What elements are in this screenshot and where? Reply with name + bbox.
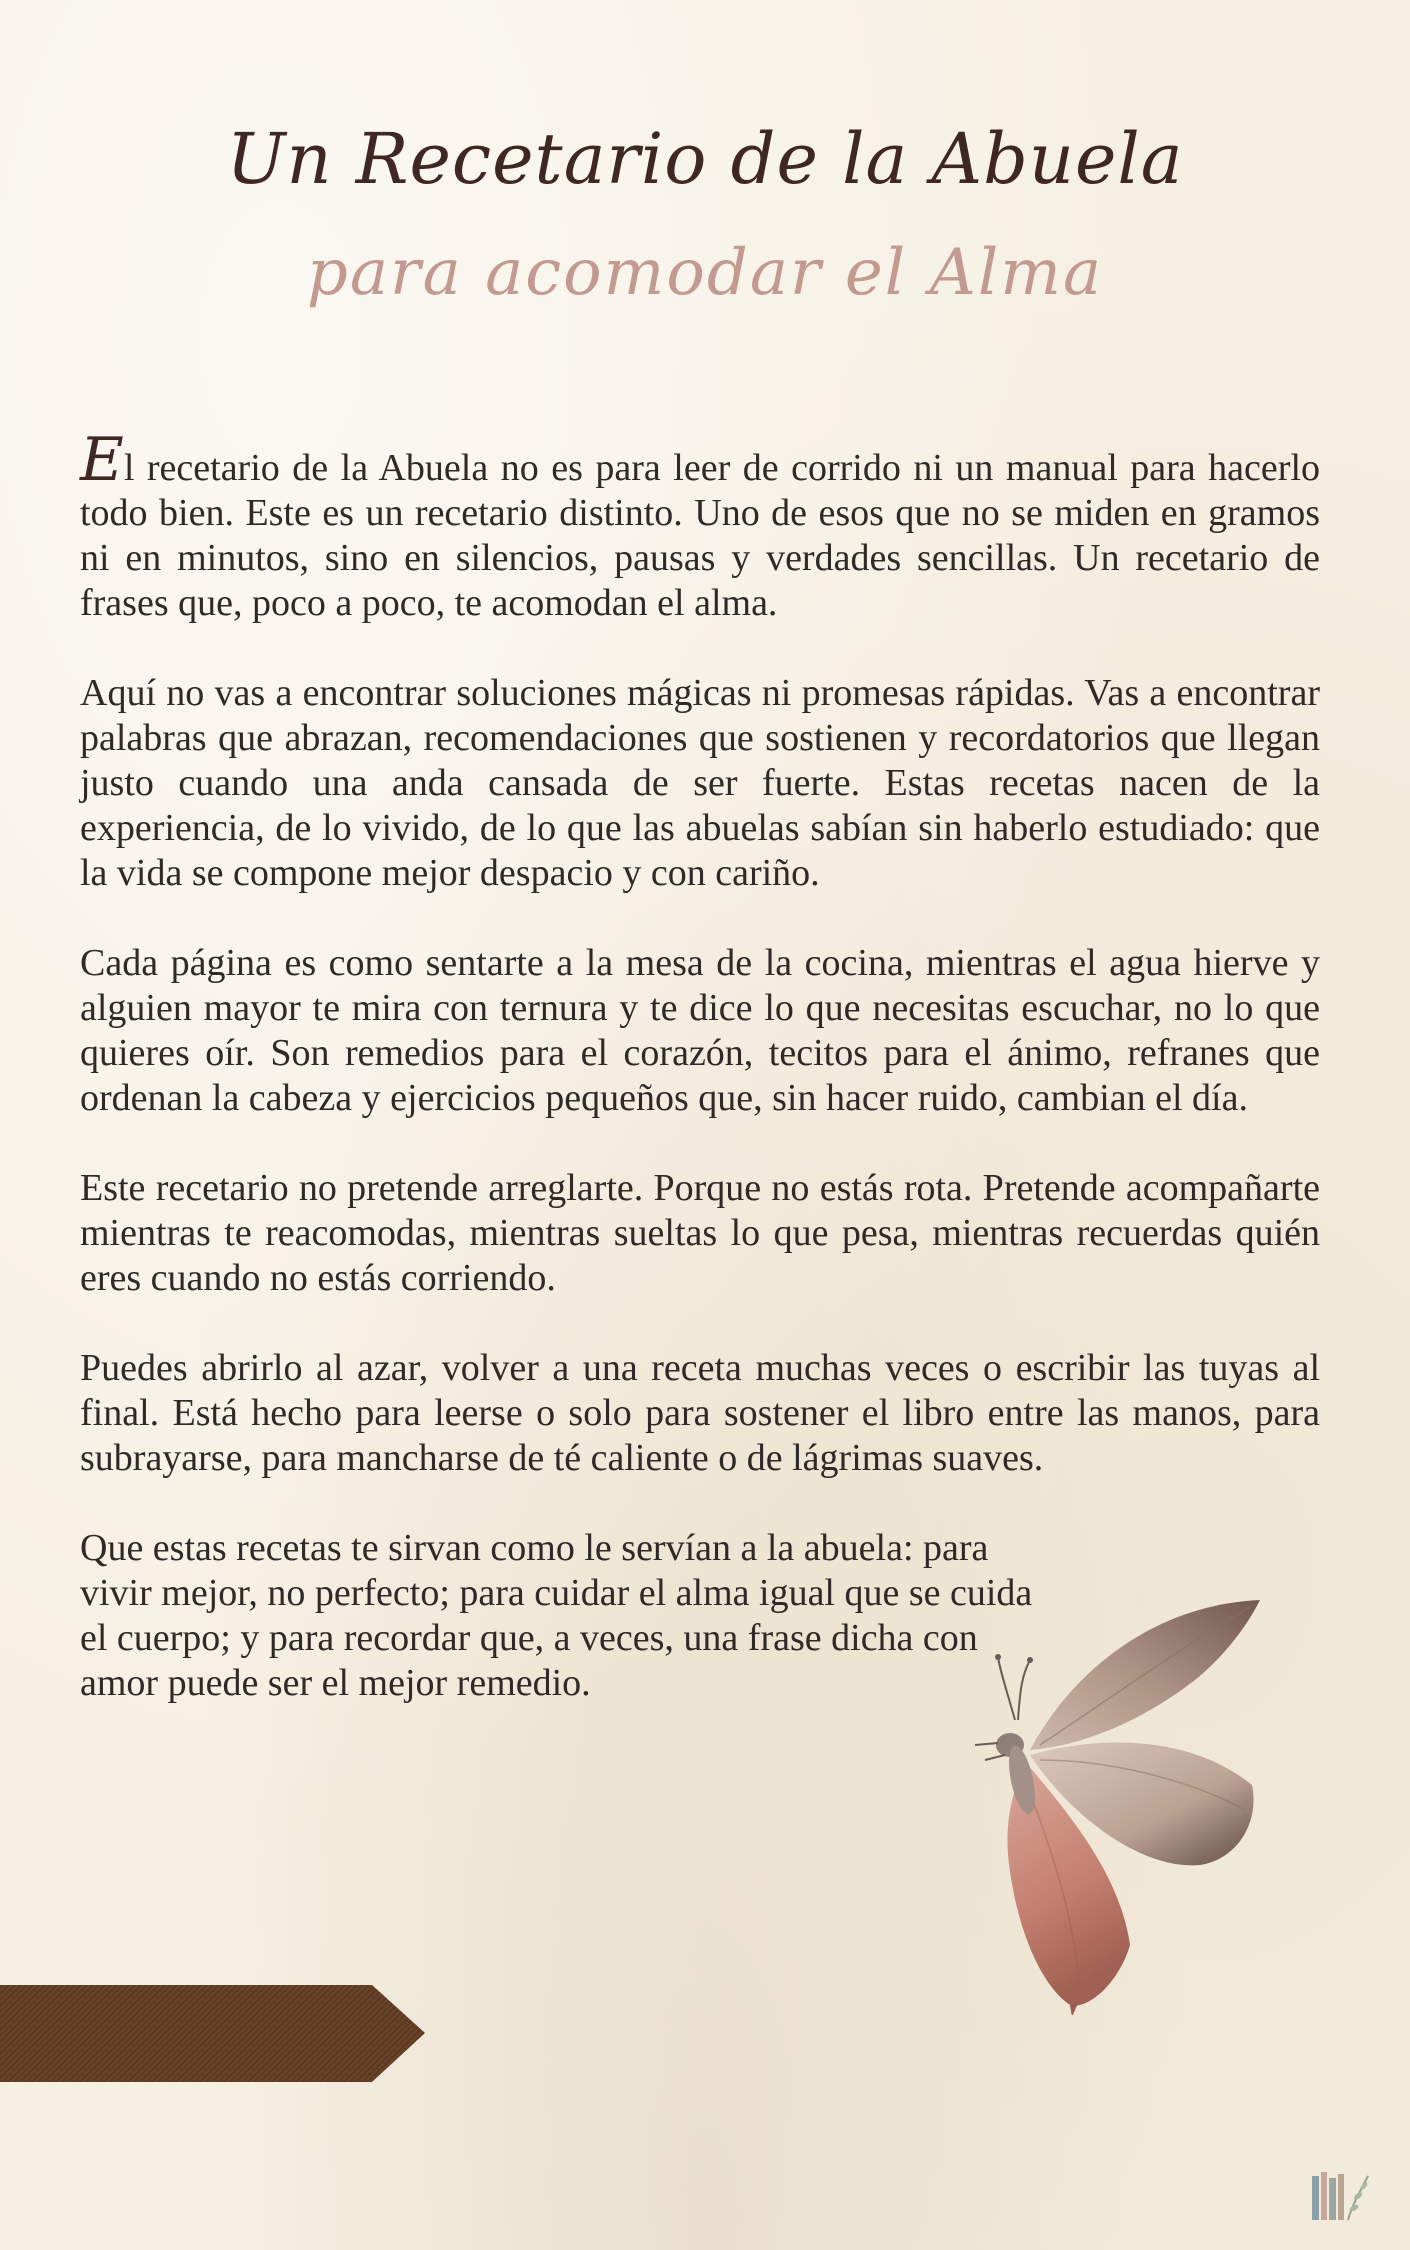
butterfly-illustration-icon — [960, 1585, 1270, 2015]
paragraph-1-text: l recetario de la Abuela no es para leer de corrido ni un manual para hacerlo todo bien. Este es un recetario distinto. Uno de esos que no se miden en gramos ni en minutos, sino en silencios, pausas y verdades sencillas. Un recetario de frases que, poco a poco, te acomodan el alma. — [80, 447, 1320, 624]
paragraph-6: Que estas recetas te sirvan como le servían a la abuela: para vivir mejor, no perfecto; para cuidar el alma igual que se cuida el cuerpo; y para recordar que, a veces, una frase dicha con amor puede ser el mejor remedio. — [80, 1527, 1033, 1704]
drop-cap: E — [80, 425, 124, 495]
paragraph-2: Aquí no vas a encontrar soluciones mágicas ni promesas rápidas. Vas a encontrar palabras que abrazan, recomendaciones que sostienen y recordatorios que llegan justo cuando una anda cansada de ser fuerte. Estas recetas nacen de la experiencia, de lo vivido, de lo que las abuelas sabían sin haberlo estudiado: que la vida se compone mejor despacio y con cariño. — [80, 672, 1320, 894]
paragraph-5: Puedes abrirlo al azar, volver a una receta muchas veces o escribir las tuyas al final. Está hecho para leerse o solo para sostener el libro entre las manos, para subrayarse, para mancharse de té caliente o de lágrimas suaves. — [80, 1347, 1320, 1479]
paragraph-3: Cada página es como sentarte a la mesa de la cocina, mientras el agua hierve y alguien mayor te mira con ternura y te dice lo que necesitas escuchar, no lo que quieres oír. Son remedios para el corazón, tecitos para el ánimo, refranes que ordenan la cabeza y ejercicios pequeños que, sin hacer ruido, cambian el día. — [80, 942, 1320, 1119]
paragraph-4: Este recetario no pretende arreglarte. Porque no estás rota. Pretende acompañarte mientras te reacomodas, mientras sueltas lo que pesa, mientras recuerdas quién eres cuando no estás corriendo. — [80, 1167, 1320, 1299]
page-title: Un Recetario de la Abuela — [226, 118, 1184, 200]
paragraph-1 — [80, 425, 1320, 626]
body-text — [80, 425, 1320, 1751]
page-subtitle: para acomodar el Alma — [306, 236, 1104, 310]
ribbon-banner — [0, 1985, 425, 2082]
books-logo-icon — [1310, 2166, 1372, 2222]
